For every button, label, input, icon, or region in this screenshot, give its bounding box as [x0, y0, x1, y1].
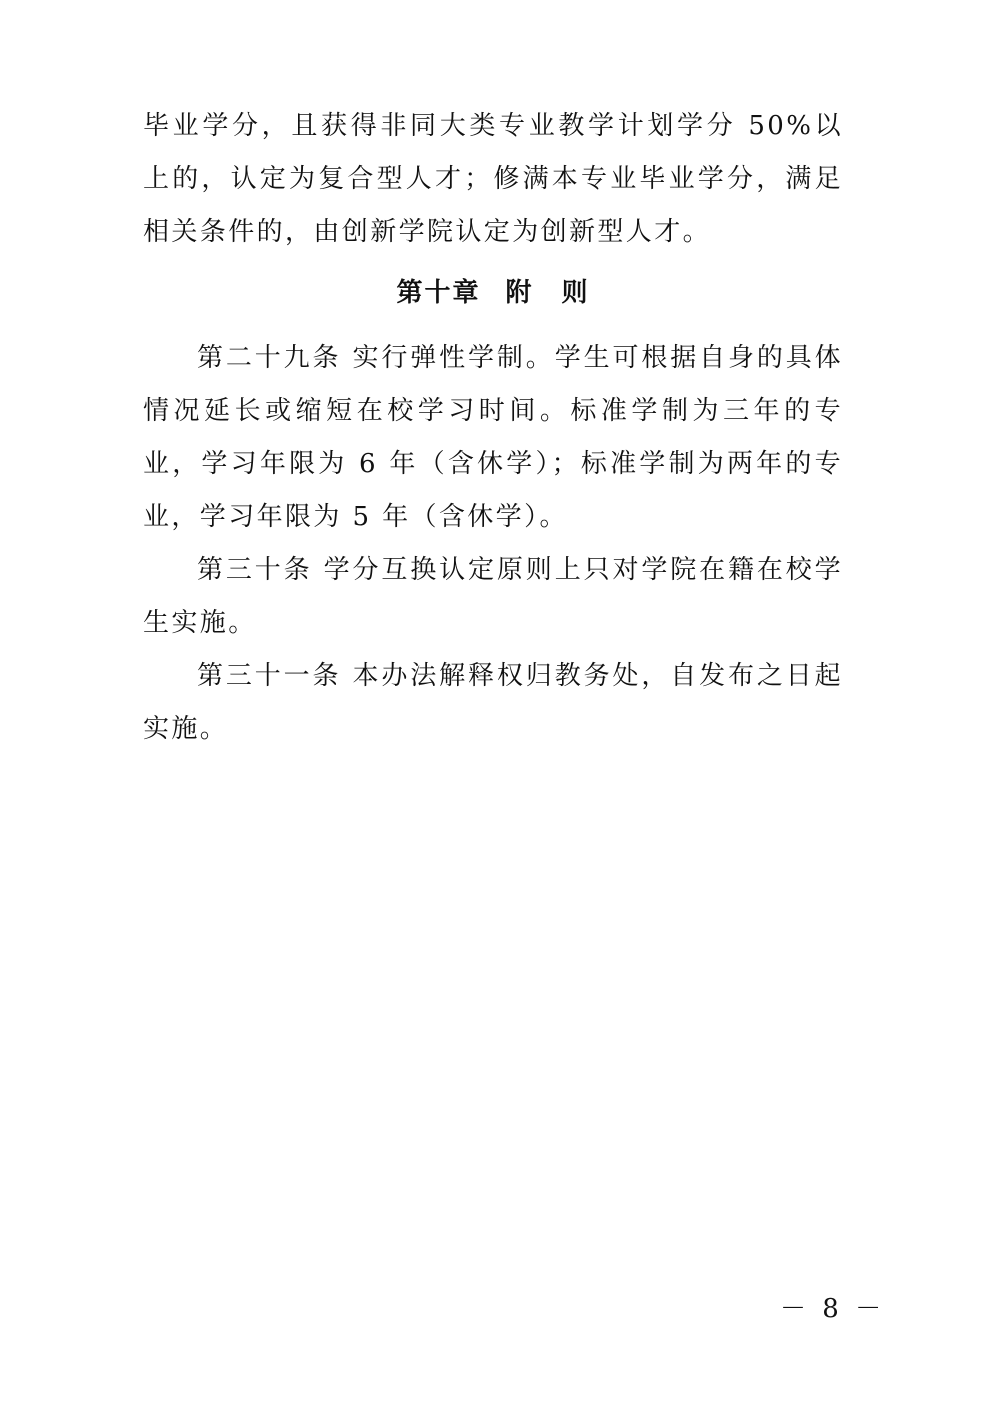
chapter-title: 第十章 附 则	[396, 278, 590, 308]
article-31: 第三十一条 本办法解释权归教务处，自发布之日起实施。	[143, 661, 843, 744]
continuation-paragraph: 毕业学分，且获得非同大类专业教学计划学分 50%以上的，认定为复合型人才；修满本专业毕业学分，满足相关条件的，由创新学院认定为创新型人才。	[143, 111, 843, 247]
article-29: 第二十九条 实行弹性学制。学生可根据自身的具体情况延长或缩短在校学习时间。标准学制为三年的专业，学习年限为 6 年（含休学）；标准学制为两年的专业，学习年限为 5 年（含休学）。	[143, 343, 843, 532]
page-number: － 8 －	[780, 1294, 886, 1324]
document-body	[143, 100, 843, 756]
article-30: 第三十条 学分互换认定原则上只对学院在籍在校学生实施。	[143, 555, 843, 638]
